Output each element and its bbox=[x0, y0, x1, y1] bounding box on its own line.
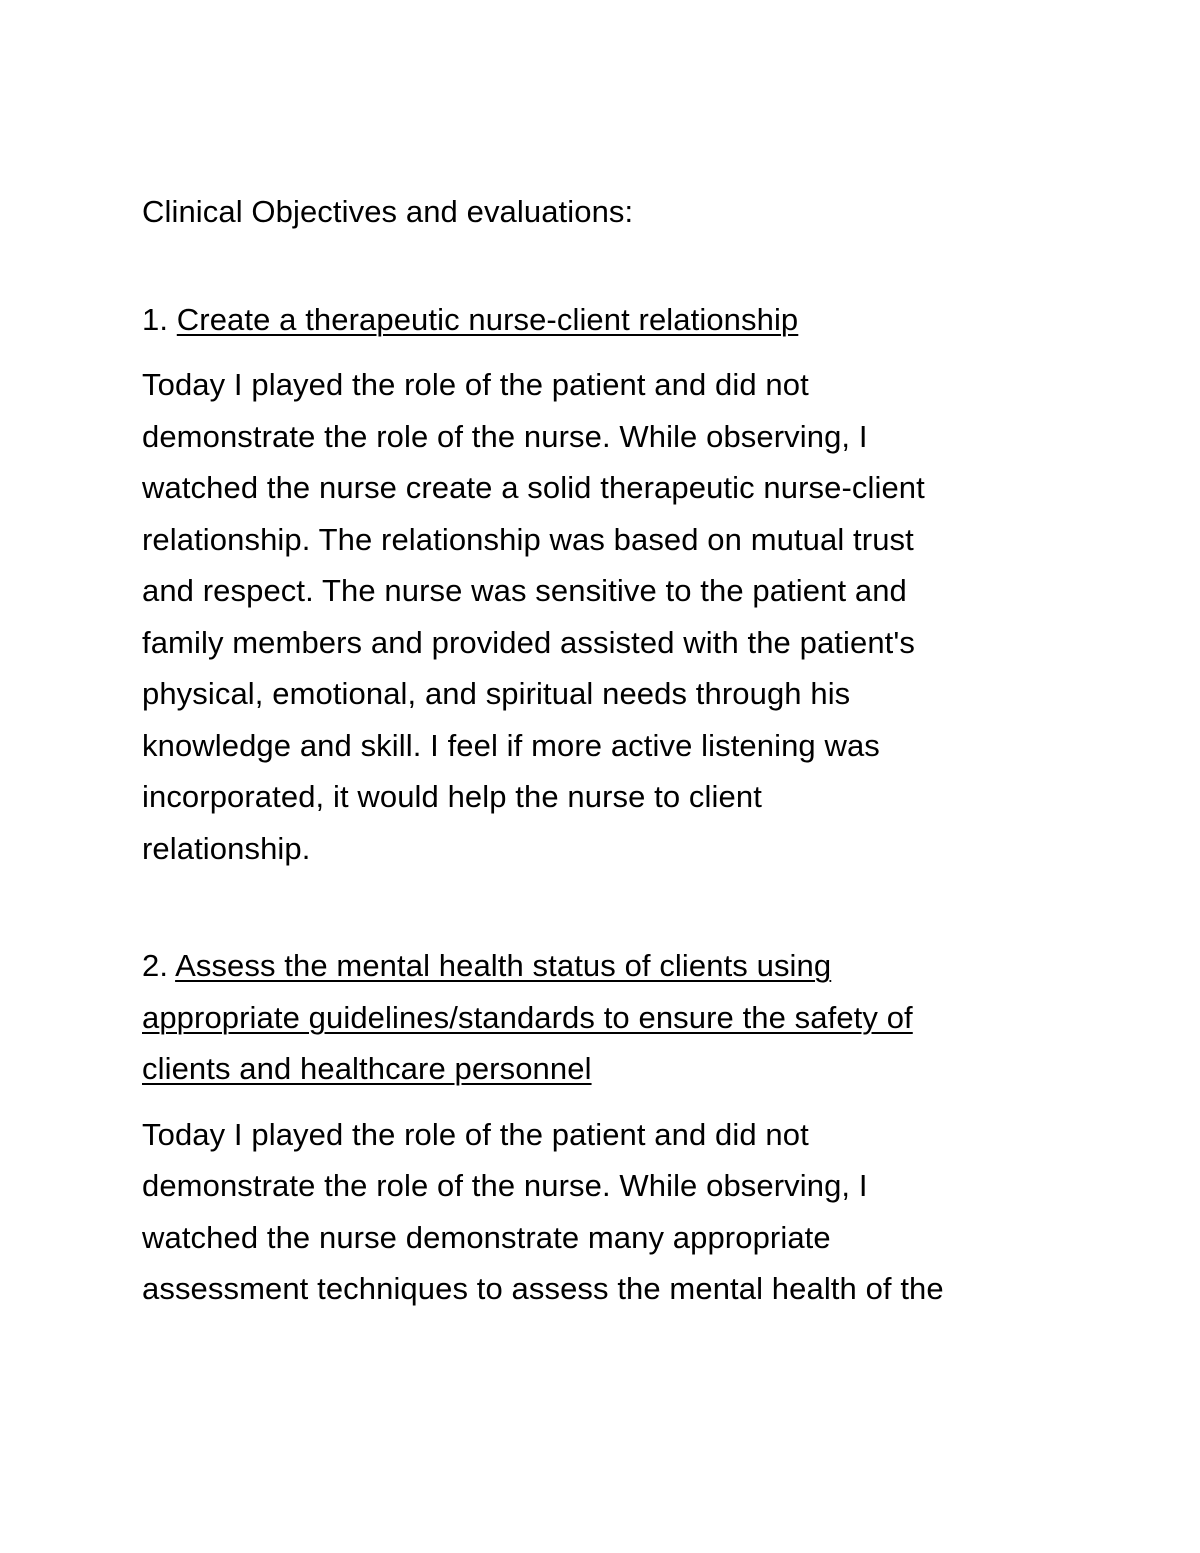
section-2-number: 2. bbox=[142, 948, 169, 983]
spacer bbox=[142, 345, 1072, 359]
body-line: knowledge and skill. I feel if more active listening was bbox=[142, 727, 880, 763]
spacer bbox=[142, 238, 1072, 294]
body-line: assessment techniques to assess the mental health of the bbox=[142, 1271, 944, 1306]
section-1-number: 1. bbox=[142, 301, 169, 337]
body-line: physical, emotional, and spiritual needs through his bbox=[142, 676, 851, 711]
body-line: and respect. The nurse was sensitive to the patient and bbox=[142, 573, 907, 608]
section-1 bbox=[142, 294, 1072, 875]
section-2-body bbox=[142, 1109, 1072, 1315]
body-line: watched the nurse demonstrate many appropriate bbox=[142, 1219, 831, 1255]
body-line: Today I played the role of the patient and did not bbox=[142, 1116, 809, 1152]
spacer bbox=[142, 1095, 1072, 1109]
section-2-heading-line bbox=[142, 992, 1072, 1044]
body-line: demonstrate the role of the nurse. While observing, I bbox=[142, 418, 868, 454]
body-line: relationship. The relationship was based on mutual trust bbox=[142, 521, 914, 557]
body-line: incorporated, it would help the nurse to client bbox=[142, 779, 762, 814]
section-2-heading-text: appropriate guidelines/standards to ensure the safety of bbox=[142, 999, 913, 1035]
section-2-heading-line bbox=[142, 940, 1072, 992]
section-2-heading-text: Assess the mental health status of clients using bbox=[175, 948, 832, 983]
section-1-heading bbox=[142, 294, 1072, 346]
body-line: demonstrate the role of the nurse. While observing, I bbox=[142, 1168, 868, 1203]
body-line: relationship. bbox=[142, 830, 311, 866]
section-2-heading-line bbox=[142, 1043, 1072, 1095]
section-1-heading-line: Create a therapeutic nurse-client relationship bbox=[176, 301, 799, 337]
document-content bbox=[142, 186, 1072, 1315]
spacer bbox=[142, 874, 1072, 940]
body-line: Today I played the role of the patient and did not bbox=[142, 367, 809, 402]
document-title: Clinical Objectives and evaluations: bbox=[142, 194, 634, 229]
body-line: family members and provided assisted with the patient's bbox=[142, 624, 916, 660]
section-2-heading bbox=[142, 940, 1072, 1095]
section-1-body bbox=[142, 359, 1072, 874]
body-line: watched the nurse create a solid therapeutic nurse-client bbox=[142, 470, 925, 505]
section-2-heading-text: clients and healthcare personnel bbox=[142, 1051, 592, 1086]
section-2 bbox=[142, 940, 1072, 1315]
